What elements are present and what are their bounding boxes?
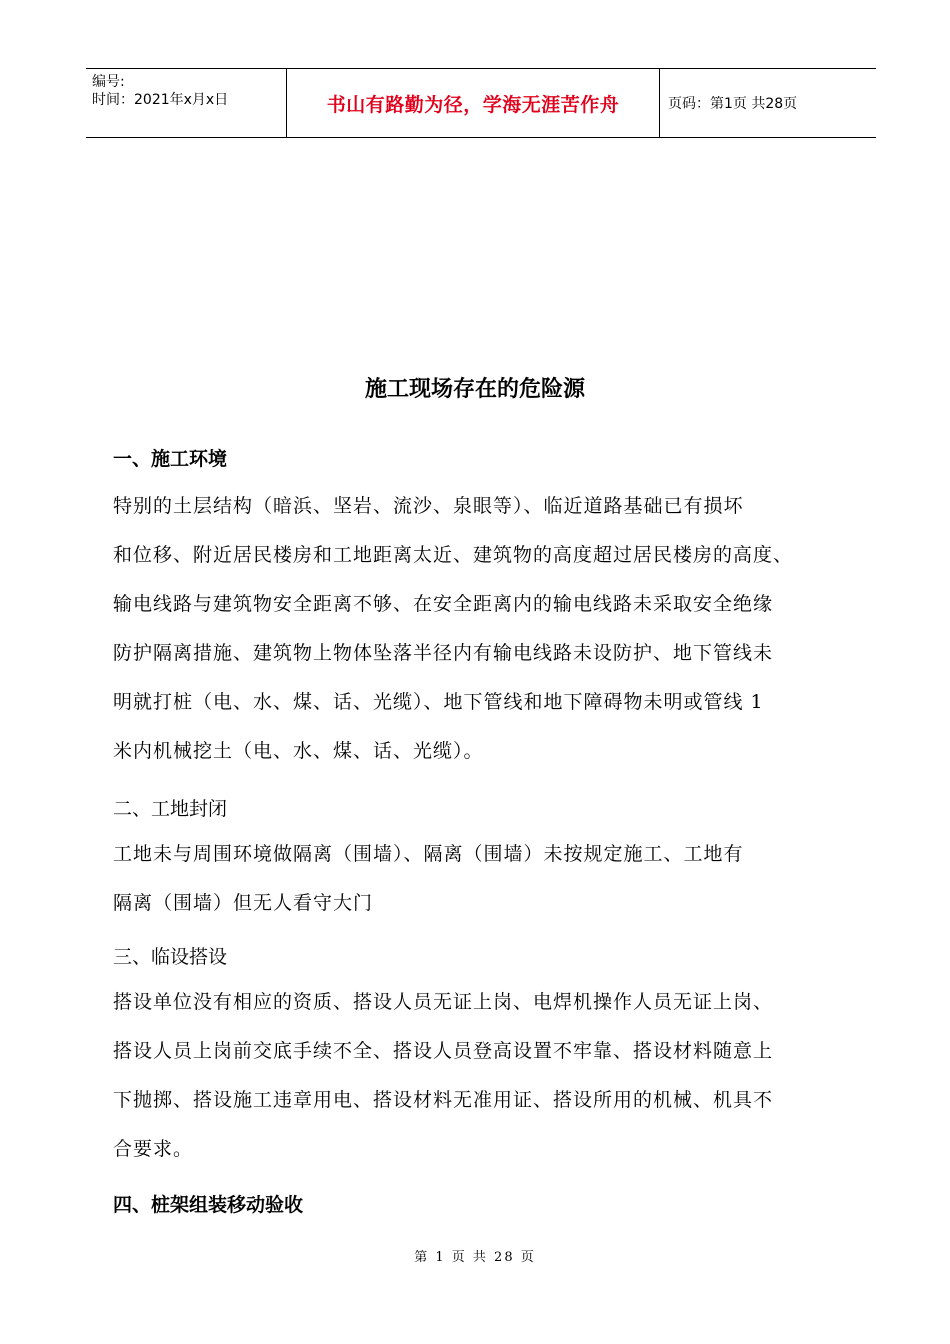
section-heading-1: 一、施工环境 [113,448,228,470]
section-heading-3: 三、临设搭设 [113,946,228,968]
header-page-info: 页码：第1页 共28页 [668,96,798,112]
document-title: 施工现场存在的危险源 [364,377,585,402]
text-line: 明就打桩（电、水、煤、话、光缆）、地下管线和地下障碍物未明或管线 1 [113,691,764,713]
page-footer: 第 1 页 共 28 页 [414,1250,536,1265]
text-line: 特别的土层结构（暗浜、坚岩、流沙、泉眼等）、临近道路基础已有损坏 [113,495,744,517]
text-line: 搭设人员上岗前交底手续不全、搭设人员登高设置不牢靠、搭设材料随意上 [113,1040,774,1062]
page-header [86,68,876,138]
text-line: 输电线路与建筑物安全距离不够、在安全距离内的输电线路未采取安全绝缘 [113,593,774,615]
text-line: 米内机械挖土（电、水、煤、话、光缆）。 [113,740,484,762]
header-motto: 书山有路勤为径，学海无涯苦作舟 [286,69,660,137]
text-line: 防护隔离措施、建筑物上物体坠落半径内有输电线路未设防护、地下管线未 [113,642,774,664]
time-label: 时间：2021年x月x日 [92,92,229,108]
section-body-1 [113,482,865,776]
text-line: 和位移、附近居民楼房和工地距离太近、建筑物的高度超过居民楼房的高度、 [113,544,794,566]
number-label: 编号: [92,74,125,90]
section-heading-2: 二、工地封闭 [113,798,228,820]
text-line: 搭设单位没有相应的资质、搭设人员无证上岗、电焊机操作人员无证上岗、 [113,991,774,1013]
header-meta [86,69,286,137]
text-line: 隔离（围墙）但无人看守大门 [113,892,374,914]
section-body-3 [113,978,865,1174]
section-heading-4: 四、桩架组装移动验收 [113,1194,304,1216]
text-line: 下抛掷、搭设施工违章用电、搭设材料无准用证、搭设所用的机械、机具不 [113,1089,774,1111]
section-body-2 [113,830,865,928]
text-line: 合要求。 [113,1138,194,1160]
text-line: 工地未与周围环境做隔离（围墙）、隔离（围墙）未按规定施工、工地有 [113,843,744,865]
